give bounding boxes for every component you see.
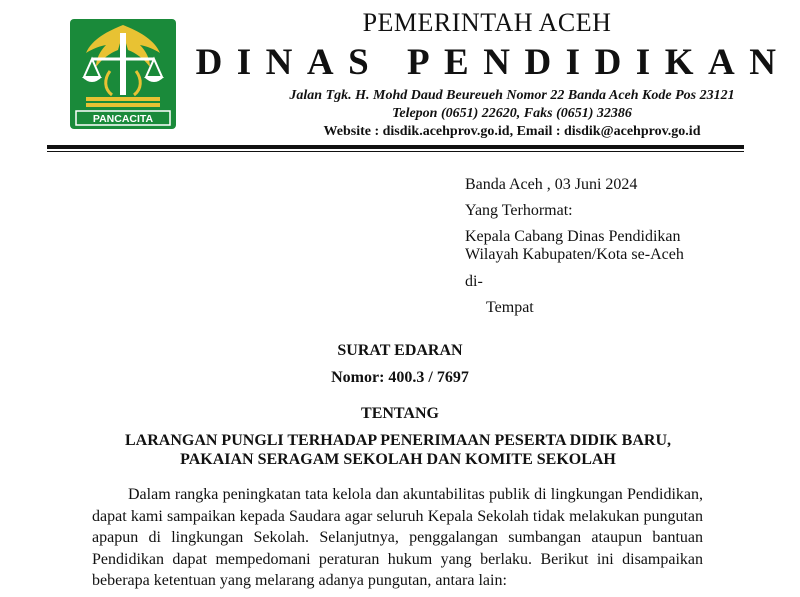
logo-ribbon-text: PANCACITA — [92, 113, 154, 125]
agency-phone: Telepon (0651) 22620, Faks (0651) 32386 — [392, 106, 632, 121]
document-about: TENTANG — [361, 405, 439, 422]
logo-book-middle — [86, 103, 160, 107]
agency-address: Jalan Tgk. H. Mohd Daud Beureueh Nomor 22 Banda Aceh Kode Pos 23121 — [289, 88, 735, 103]
addressee-line-2: Wilayah Kabupaten/Kota se-Aceh — [465, 246, 684, 263]
document-type: SURAT EDARAN — [337, 342, 463, 359]
subject-line-1: LARANGAN PUNGLI TERHADAP PENERIMAAN PESERTA DIDIK BARU, — [124, 432, 671, 449]
subject-line-2: PAKAIAN SERAGAM SEKOLAH DAN KOMITE SEKOLAH — [180, 451, 616, 468]
body-paragraph: Dalam rangka peningkatan tata kelola dan akuntabilitas publik di lingkungan Pendidikan, dapat kami sampaikan kepada Saudara agar seluruh Kepala Sekolah tidak melakukan pungutan apapun di lingkungan Sekolah. Selanjutnya, penggalangan sumbangan ataupun bantuan Pendidikan dapat mempedomani peraturan hukum yang berlaku. Berikut ini disampaikan beberapa ketentuan yang melarang adanya pungutan, antara lain: — [92, 486, 703, 590]
letterhead-divider-thick — [47, 145, 744, 149]
agency-website: Website : disdik.acehprov.go.id, Email : disdik@acehprov.go.id — [323, 124, 701, 139]
government-name: PEMERINTAH ACEH — [362, 8, 612, 37]
addressee-line-1: Kepala Cabang Dinas Pendidikan — [465, 228, 681, 245]
pancacita-logo — [70, 19, 176, 129]
addressee-place: Tempat — [486, 299, 534, 316]
agency-name: DINAS PENDIDIKAN — [195, 42, 791, 83]
logo-pillar — [120, 33, 126, 95]
logo-book-top — [86, 97, 160, 101]
letterhead-divider-thin — [47, 151, 744, 152]
letter-date: Banda Aceh , 03 Juni 2024 — [465, 176, 638, 193]
salutation: Yang Terhormat: — [465, 202, 573, 219]
addressee-di: di- — [465, 273, 483, 290]
document-number: Nomor: 400.3 / 7697 — [331, 369, 469, 386]
